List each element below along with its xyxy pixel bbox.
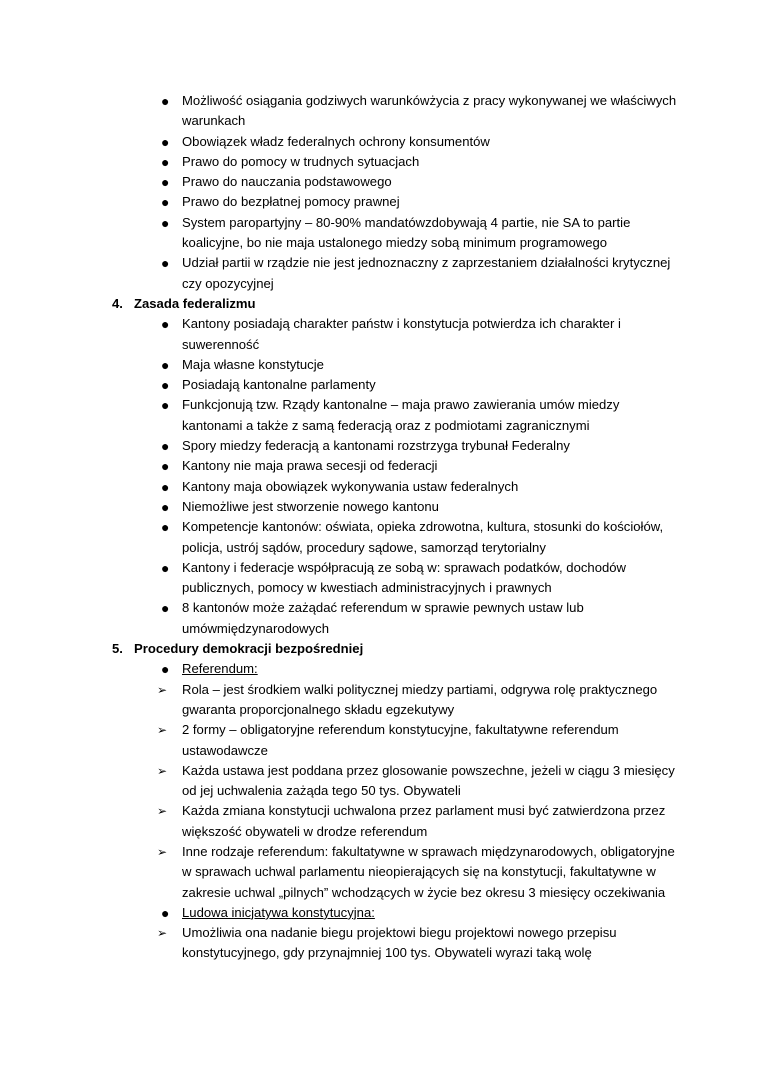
bullet-icon: ●: [161, 194, 170, 211]
subheading-initiative: [112, 903, 682, 923]
list-item-text: Umożliwia ona nadanie biegu projektowi biegu projektowi nowego przepisu konstytucyjnego, gdy przynajmniej 100 tys. Obywateli wyrazi taką wolę: [182, 925, 617, 961]
bullet-icon: ●: [161, 519, 170, 536]
bullet-icon: ●: [161, 255, 170, 272]
list-item-text: Kantony posiadają charakter państw i konstytucja potwierdza ich charakter i suwerenność: [182, 316, 621, 352]
bullet-icon: ●: [161, 478, 170, 495]
bullet-icon: ●: [161, 397, 170, 414]
list-item: [112, 720, 682, 761]
bullet-icon: ●: [161, 133, 170, 150]
section-number: 4.: [112, 295, 123, 311]
subheading-text: Ludowa inicjatywa konstytucyjna:: [182, 904, 375, 920]
list-item: [112, 253, 682, 294]
bullet-icon: ●: [161, 93, 170, 109]
list-item: [112, 395, 682, 436]
list-item-text: Prawo do bezpłatnej pomocy prawnej: [182, 194, 400, 210]
list-item-text: Maja własne konstytucje: [182, 356, 324, 372]
list-item-text: Prawo do nauczania podstawowego: [182, 174, 392, 190]
list-item-text: Inne rodzaje referendum: fakultatywne w sprawach międzynarodowych, obligatoryjne w sprawach uchwal parlamentu nieopierających się na konstytucji, fakultatywne w zakresie uchwal „pilnych” wchodzących w życie bez okresu 3 miesięcy oczekiwania: [182, 843, 675, 900]
list-item-text: Możliwość osiągania godziwych warunkówżycia z pracy wykonywanej we właściwych warunkach: [182, 93, 677, 129]
document-content: [112, 91, 682, 964]
arrow-bullet-icon: ➢: [157, 804, 168, 819]
bullet-icon: ●: [161, 316, 170, 333]
section-number: 5.: [112, 641, 123, 657]
arrow-bullet-icon: ➢: [157, 926, 168, 941]
list-item: [112, 842, 682, 903]
list-item: [112, 497, 682, 517]
list-item: [112, 91, 682, 132]
list-item: [112, 558, 682, 599]
list-item: [112, 314, 682, 355]
bullet-icon: ●: [161, 377, 170, 394]
list-item: [112, 923, 682, 964]
list-item: [112, 132, 682, 152]
list-item-text: Obowiązek władz federalnych ochrony konsumentów: [182, 133, 490, 149]
list-item-text: 8 kantonów może zażądać referendum w sprawie pewnych ustaw lub umówmiędzynarodowych: [182, 600, 584, 636]
bullet-icon: ●: [161, 438, 170, 455]
list-item-text: 2 formy – obligatoryjne referendum konstytucyjne, fakultatywne referendum ustawodawcze: [182, 722, 619, 758]
list-item-text: Każda ustawa jest poddana przez glosowanie powszechne, jeżeli w ciągu 3 miesięcy od jej uchwalenia zażąda tego 50 tys. Obywateli: [182, 762, 675, 799]
bullet-icon: ●: [161, 498, 170, 515]
list-item: [112, 761, 682, 802]
list-item-text: Niemożliwe jest stworzenie nowego kantonu: [182, 498, 439, 514]
bullet-icon: ●: [161, 214, 170, 231]
list-item: [112, 598, 682, 639]
list-item-text: System paropartyjny – 80-90% mandatówzdobywają 4 partie, nie SA to partie koalicyjne, bo nie maja ustalonego miedzy sobą minimum programowego: [182, 214, 631, 251]
bullet-icon: ●: [161, 600, 170, 617]
list-item-text: Kantony nie maja prawa secesji od federacji: [182, 458, 438, 474]
list-item: [112, 172, 682, 192]
subheading-text: Referendum:: [182, 661, 258, 677]
list-item: [112, 436, 682, 456]
list-item: [112, 192, 682, 212]
list-item: [112, 680, 682, 721]
section-title: Procedury demokracji bezpośredniej: [134, 641, 364, 657]
list-item: [112, 355, 682, 375]
bullet-icon: ●: [161, 661, 170, 678]
arrow-bullet-icon: ➢: [157, 682, 168, 697]
bullet-icon: ●: [161, 174, 170, 191]
list-item-text: Kantony maja obowiązek wykonywania ustaw federalnych: [182, 478, 519, 494]
section-title: Zasada federalizmu: [134, 295, 256, 311]
bullet-icon: ●: [161, 458, 170, 475]
list-item-text: Kompetencje kantonów: oświata, opieka zdrowotna, kultura, stosunki do kościołów, policja, ustrój sądów, procedury sądowe, samorząd terytorialny: [182, 519, 664, 555]
subheading-referendum: [112, 659, 682, 679]
bullet-icon: ●: [161, 356, 170, 373]
list-item: [112, 213, 682, 254]
list-item: [112, 477, 682, 497]
arrow-bullet-icon: ➢: [157, 844, 168, 859]
section-4-heading: [112, 294, 682, 314]
list-item: [112, 456, 682, 476]
list-item-text: Każda zmiana konstytucji uchwalona przez parlament musi być zatwierdzona przez większość obywateli w drodze referendum: [182, 803, 666, 839]
list-item-text: Spory miedzy federacją a kantonami rozstrzyga trybunał Federalny: [182, 438, 570, 454]
bullet-icon: ●: [161, 904, 170, 921]
list-item-text: Posiadają kantonalne parlamenty: [182, 377, 376, 393]
list-item-text: Funkcjonują tzw. Rządy kantonalne – maja prawo zawierania umów miedzy kantonami a także z samą federacją oraz z podmiotami zagranicznymi: [182, 397, 620, 433]
list-item-text: Rola – jest środkiem walki politycznej miedzy partiami, odgrywa rolę praktycznego gwaranta proporcjonalnego składu egzekutywy: [182, 681, 658, 717]
bullet-icon: ●: [161, 153, 170, 170]
list-item-text: Prawo do pomocy w trudnych sytuacjach: [182, 153, 420, 169]
list-item-text: Kantony i federacje współpracują ze sobą w: sprawach podatków, dochodów publicznych, pomocy w kwestiach administracyjnych i prawnych: [182, 559, 626, 596]
list-item: [112, 375, 682, 395]
arrow-bullet-icon: ➢: [157, 763, 168, 778]
section-5-heading: [112, 639, 682, 659]
arrow-bullet-icon: ➢: [157, 723, 168, 738]
list-item: [112, 152, 682, 172]
list-item: [112, 801, 682, 842]
bullet-icon: ●: [161, 559, 170, 576]
list-item-text: Udział partii w rządzie nie jest jednoznaczny z zaprzestaniem działalności krytycznej czy opozycyjnej: [182, 255, 671, 291]
list-item: [112, 517, 682, 558]
